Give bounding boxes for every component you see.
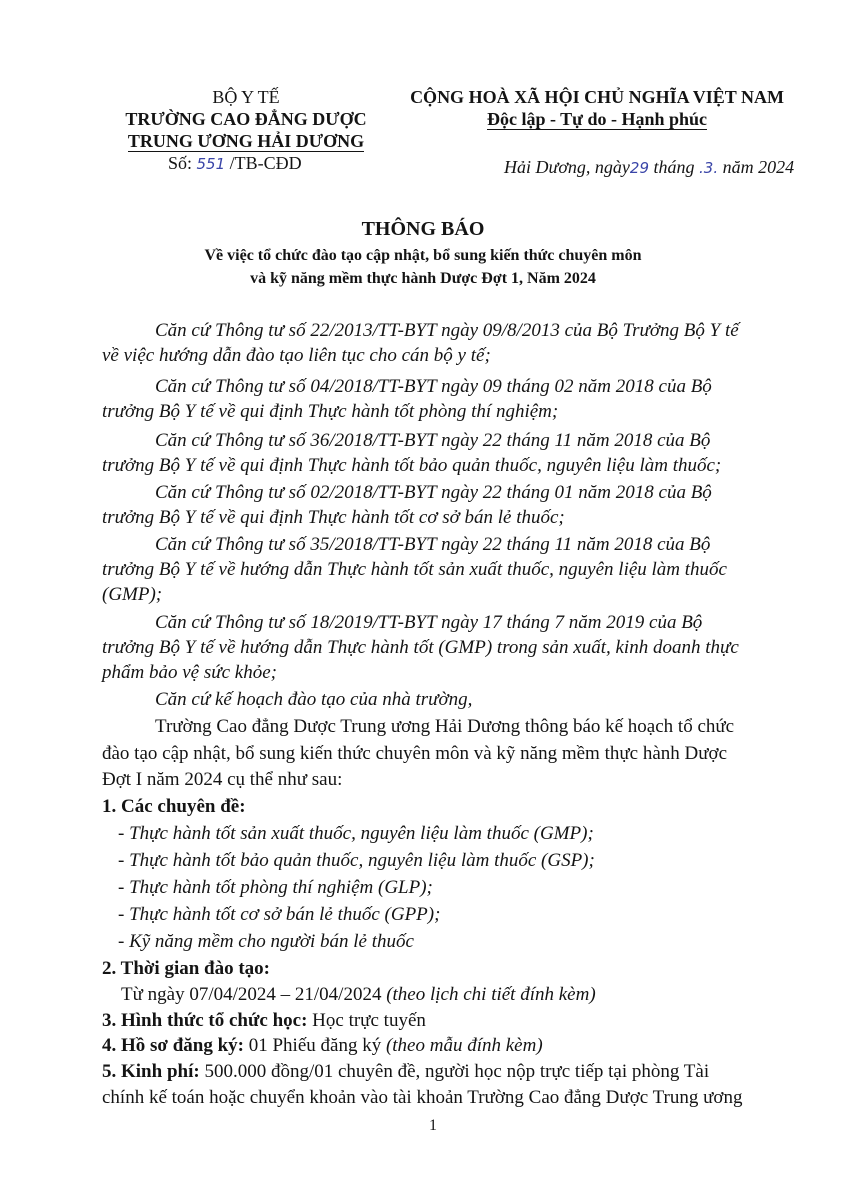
section-fee-heading: 5. Kinh phí: <box>102 1061 200 1082</box>
training-period <box>121 984 596 1006</box>
topic-item: - Thực hành tốt bảo quản thuốc, nguyên liệu làm thuốc (GSP); <box>118 850 595 871</box>
school-name-line2-text: TRUNG ƯƠNG HẢI DƯƠNG <box>127 131 365 151</box>
topic-item: - Thực hành tốt phòng thí nghiệm (GLP); <box>118 877 433 898</box>
intro-line1: Trường Cao đẳng Dược Trung ương Hải Dương thông báo kế hoạch tổ chức <box>155 716 735 737</box>
legal-basis-7: Căn cứ kế hoạch đào tạo của nhà trường, <box>155 689 473 710</box>
section-dossier-note: (theo mẫu đính kèm) <box>385 1035 543 1056</box>
legal-basis-5-line2: trưởng Bộ Y tế về hướng dẫn Thực hành tốt sản xuất thuốc, nguyên liệu làm thuốc <box>102 559 727 580</box>
issue-date-place: Hải Dương, ngày <box>504 157 630 177</box>
topic-item: - Kỹ năng mềm cho người bán lẻ thuốc <box>118 931 414 952</box>
school-name-line2 <box>112 130 380 152</box>
legal-basis-6-line1: Căn cứ Thông tư số 18/2019/TT-BYT ngày 17 tháng 7 năm 2019 của Bộ <box>155 612 703 633</box>
legal-basis-3-line2: trưởng Bộ Y tế về qui định Thực hành tốt bảo quản thuốc, nguyên liệu làm thuốc; <box>102 455 722 476</box>
nation-title: CỘNG HOÀ XÃ HỘI CHỦ NGHĨA VIỆT NAM <box>410 87 784 107</box>
issue-date-day: 29 <box>629 159 650 177</box>
document-number <box>168 152 302 175</box>
legal-basis-4-line1: Căn cứ Thông tư số 02/2018/TT-BYT ngày 22 tháng 01 năm 2018 của Bộ <box>155 482 712 503</box>
section-fee-line2: chính kế toán hoặc chuyển khoản vào tài khoản Trường Cao đẳng Dược Trung ương <box>102 1087 743 1108</box>
section-dossier <box>102 1035 543 1057</box>
ministry-name: BỘ Y TẾ <box>212 87 280 107</box>
legal-basis-4-line2: trưởng Bộ Y tế về qui định Thực hành tốt cơ sở bán lẻ thuốc; <box>102 507 565 528</box>
section-form <box>102 1010 426 1032</box>
section-fee-line1 <box>102 1061 709 1083</box>
legal-basis-2-line2: trưởng Bộ Y tế về qui định Thực hành tốt phòng thí nghiệm; <box>102 401 559 422</box>
section-dossier-text: 01 Phiếu đăng ký <box>243 1035 386 1056</box>
issue-date-year: năm 2024 <box>718 157 795 177</box>
document-number-handwritten: 551 <box>196 155 226 173</box>
issue-date-month-label: tháng <box>649 157 700 177</box>
school-name-line1: TRƯỜNG CAO ĐẲNG DƯỢC <box>125 109 367 129</box>
legal-basis-6-line3: phẩm bảo vệ sức khỏe; <box>102 662 277 683</box>
section-time-heading: 2. Thời gian đào tạo: <box>102 958 271 979</box>
section-form-heading: 3. Hình thức tổ chức học: <box>102 1010 308 1031</box>
legal-basis-5-line1: Căn cứ Thông tư số 35/2018/TT-BYT ngày 22 tháng 11 năm 2018 của Bộ <box>155 534 711 555</box>
legal-basis-1-line1: Căn cứ Thông tư số 22/2013/TT-BYT ngày 09/8/2013 của Bộ Trưởng Bộ Y tế <box>155 320 739 341</box>
page-number: 1 <box>429 1117 437 1134</box>
section-form-text: Học trực tuyến <box>307 1010 426 1031</box>
legal-basis-6-line2: trưởng Bộ Y tế về hướng dẫn Thực hành tốt (GMP) trong sản xuất, kinh doanh thực <box>102 637 739 658</box>
issue-date-month: .3. <box>699 159 719 177</box>
national-motto <box>384 108 810 130</box>
training-period-note: (theo lịch chi tiết đính kèm) <box>386 984 596 1005</box>
intro-line2: đào tạo cập nhật, bổ sung kiến thức chuyên môn và kỹ năng mềm thực hành Dược <box>102 743 728 764</box>
national-motto-text: Độc lập - Tự do - Hạnh phúc <box>486 109 708 129</box>
section-dossier-heading: 4. Hồ sơ đăng ký: <box>102 1035 244 1056</box>
legal-basis-2-line1: Căn cứ Thông tư số 04/2018/TT-BYT ngày 09 tháng 02 năm 2018 của Bộ <box>155 376 712 397</box>
section-fee-text: 500.000 đồng/01 chuyên đề, người học nộp trực tiếp tại phòng Tài <box>199 1061 710 1082</box>
topic-item: - Thực hành tốt cơ sở bán lẻ thuốc (GPP); <box>118 904 441 925</box>
intro-line3: Đợt I năm 2024 cụ thể như sau: <box>102 769 343 790</box>
notice-title: THÔNG BÁO <box>361 218 485 240</box>
legal-basis-5-line3: (GMP); <box>102 584 163 605</box>
section-topics-heading: 1. Các chuyên đề: <box>102 796 246 817</box>
document-number-prefix: Số: <box>168 153 197 173</box>
training-period-dates: Từ ngày 07/04/2024 – 21/04/2024 <box>121 984 387 1005</box>
notice-subtitle-line1: Về việc tổ chức đào tạo cập nhật, bổ sung kiến thức chuyên môn <box>204 247 642 264</box>
issue-date <box>504 156 794 179</box>
topic-item: - Thực hành tốt sản xuất thuốc, nguyên liệu làm thuốc (GMP); <box>118 823 594 844</box>
legal-basis-1-line2: về việc hướng dẫn đào tạo liên tục cho cán bộ y tế; <box>102 345 491 366</box>
document-number-suffix: /TB-CĐD <box>225 153 302 173</box>
legal-basis-3-line1: Căn cứ Thông tư số 36/2018/TT-BYT ngày 22 tháng 11 năm 2018 của Bộ <box>155 430 711 451</box>
notice-subtitle-line2: và kỹ năng mềm thực hành Dược Đợt 1, Năm 2024 <box>250 270 596 287</box>
